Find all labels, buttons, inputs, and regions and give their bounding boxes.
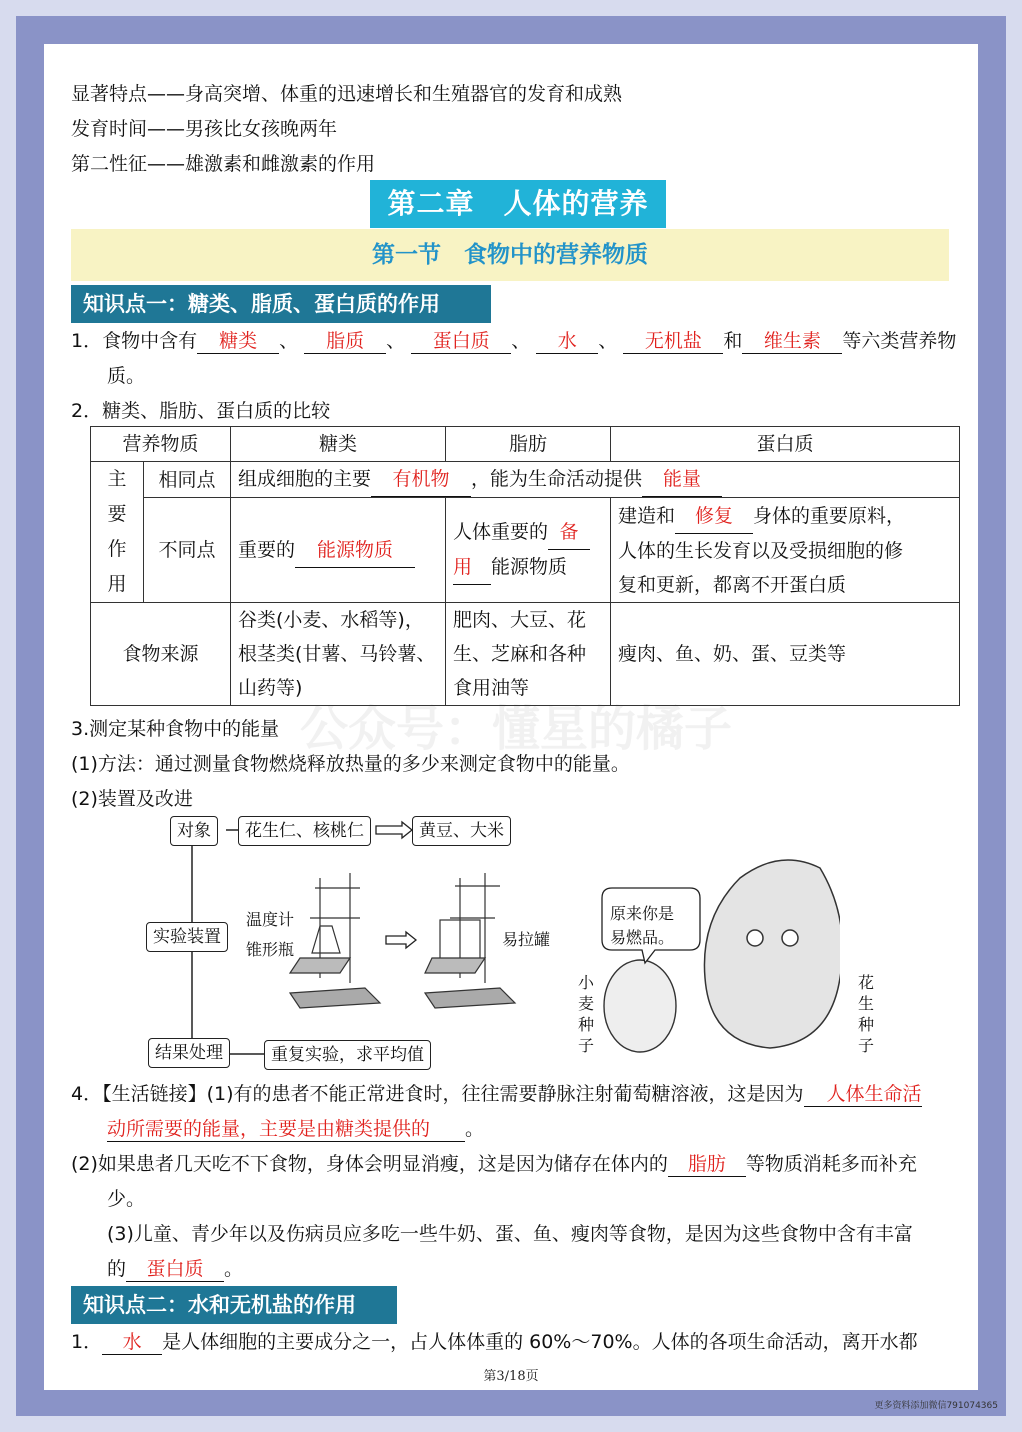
- question-4-part-3: (3)儿童、青少年以及伤病员应多吃一些牛奶、蛋、鱼、瘦肉等食物，是因为这些食物中含有丰富: [107, 1223, 913, 1245]
- answer-blank: 水: [102, 1330, 162, 1355]
- answer-blank: 脂质: [304, 329, 386, 354]
- page-number: 第3/18页: [483, 1369, 539, 1384]
- answer-blank: 脂肪: [668, 1152, 746, 1177]
- answer-blank: 备: [548, 515, 590, 550]
- sugar-diff: 重要的 能源物质: [231, 498, 446, 603]
- diagram-lines: [140, 808, 840, 1076]
- diagram-result-box: 结果处理: [148, 1038, 230, 1068]
- same-content: 组成细胞的主要 有机物 ，能为生命活动提供 能量: [231, 462, 960, 498]
- header-nutrient: 营养物质: [91, 427, 231, 462]
- answer-blank: 修复: [675, 499, 753, 534]
- question-3-device: (2)装置及改进: [71, 788, 193, 810]
- question-4-part-1-cont: 动所需要的能量，主要是由糖类提供的 。: [107, 1118, 485, 1140]
- question-4-part-2: (2)如果患者几天吃不下食物，身体会明显消瘦，这是因为储存在体内的 脂肪 等物质消耗多而补充: [71, 1153, 917, 1175]
- knowledge-point-2-header: 知识点二：水和无机盐的作用: [71, 1286, 397, 1324]
- answer-blank: 能源物质: [295, 533, 415, 568]
- answer-blank: 蛋白质: [411, 329, 511, 354]
- experiment-diagram: [140, 808, 875, 1076]
- wheat-seed-label: 小 麦 种 子: [578, 973, 595, 1055]
- question-1: 1．食物中含有 糖类 、 脂质 、 蛋白质 、 水 、 无机盐 和 维生素 等六类营养物: [71, 330, 957, 352]
- wheat-seed-cartoon: [604, 960, 676, 1052]
- intro-line-1: 显著特点——身高突增、体重的迅速增长和生殖器官的发育和成熟: [71, 83, 623, 105]
- header-fat: 脂肪: [446, 427, 611, 462]
- fat-source: 肥肉、大豆、花 生、芝麻和各种 食用油等: [446, 603, 611, 706]
- apparatus-left: [290, 873, 380, 1008]
- diagram-apparatus-box: 实验装置: [146, 922, 228, 952]
- question-3-title: 3.测定某种食物中的能量: [71, 718, 280, 740]
- intro-line-2: 发育时间——男孩比女孩晚两年: [71, 118, 338, 140]
- answer-blank: 用: [453, 550, 491, 585]
- source-label: 食物来源: [91, 603, 231, 706]
- answer-blank: 无机盐: [623, 329, 723, 354]
- answer-blank: 维生素: [742, 329, 842, 354]
- answer-blank: 动所需要的能量，主要是由糖类提供的: [107, 1117, 465, 1142]
- knowledge-point-1-header: 知识点一：糖类、脂质、蛋白质的作用: [71, 285, 491, 323]
- peanut-seed-label: 花 生 种 子: [858, 973, 875, 1055]
- nutrient-comparison-table: [90, 426, 960, 706]
- intro-line-3: 第二性征——雄激素和雌激素的作用: [71, 153, 376, 175]
- answer-blank: 糖类: [197, 329, 279, 354]
- protein-source: 瘦肉、鱼、奶、蛋、豆类等: [611, 603, 960, 706]
- answer-blank: 蛋白质: [126, 1257, 224, 1282]
- diagram-object-2: 黄豆、大米: [412, 816, 511, 846]
- protein-diff: 建造和 修复 身体的重要原料， 人体的生长发育以及受损细胞的修 复和更新，都离不开蛋白质: [611, 498, 960, 603]
- section-title: 第一节 食物中的营养物质: [71, 229, 949, 281]
- question-4-part-3-cont: 的 蛋白质 。: [107, 1258, 244, 1280]
- question-1-cont: 质。: [107, 365, 146, 387]
- answer-blank: 人体生命活: [804, 1082, 922, 1107]
- water-question-1: 1． 水 是人体细胞的主要成分之一，占人体体重的 60%～70%。人体的各项生命活动，离开水都: [71, 1331, 918, 1353]
- fat-diff: 人体重要的 备 用 能源物质: [446, 498, 611, 603]
- answer-blank: 水: [536, 329, 598, 354]
- question-3-method: (1)方法：通过测量食物燃烧释放热量的多少来测定食物中的能量。: [71, 753, 630, 775]
- diagram-object-1: 花生仁、核桃仁: [238, 816, 371, 846]
- sugar-source: 谷类(小麦、水稻等)， 根茎类(甘薯、马铃薯、 山药等): [231, 603, 446, 706]
- corner-note: 更多资料添加微信791074365: [874, 1401, 998, 1411]
- label-flask: 锥形瓶: [246, 940, 295, 959]
- diff-label: 不同点: [144, 498, 231, 603]
- question-4-part-1: 4．【生活链接】(1)有的患者不能正常进食时，往往需要静脉注射葡萄糖溶液，这是因为 人体生命活: [71, 1083, 922, 1105]
- speech-bubble-text: 原来你是 易燃品。: [610, 904, 675, 947]
- diagram-object-box: 对象: [170, 816, 218, 846]
- peanut-seed-cartoon: [704, 860, 840, 1048]
- answer-blank: 有机物: [371, 462, 471, 497]
- question-2-title: 2．糖类、脂肪、蛋白质的比较: [71, 400, 331, 422]
- question-4-part-2-cont: 少。: [107, 1188, 146, 1210]
- answer-blank: 能量: [642, 462, 722, 497]
- diagram-repeat-box: 重复实验，求平均值: [264, 1040, 431, 1070]
- label-can: 易拉罐: [502, 930, 551, 949]
- watermark: 公众号：懂星的橘子: [300, 701, 733, 757]
- same-label: 相同点: [144, 462, 231, 498]
- role-label: 主 要 作 用: [91, 462, 144, 603]
- chapter-title: 第二章 人体的营养: [370, 180, 666, 228]
- header-sugar: 糖类: [231, 427, 446, 462]
- header-protein: 蛋白质: [611, 427, 960, 462]
- label-thermometer: 温度计: [246, 910, 295, 929]
